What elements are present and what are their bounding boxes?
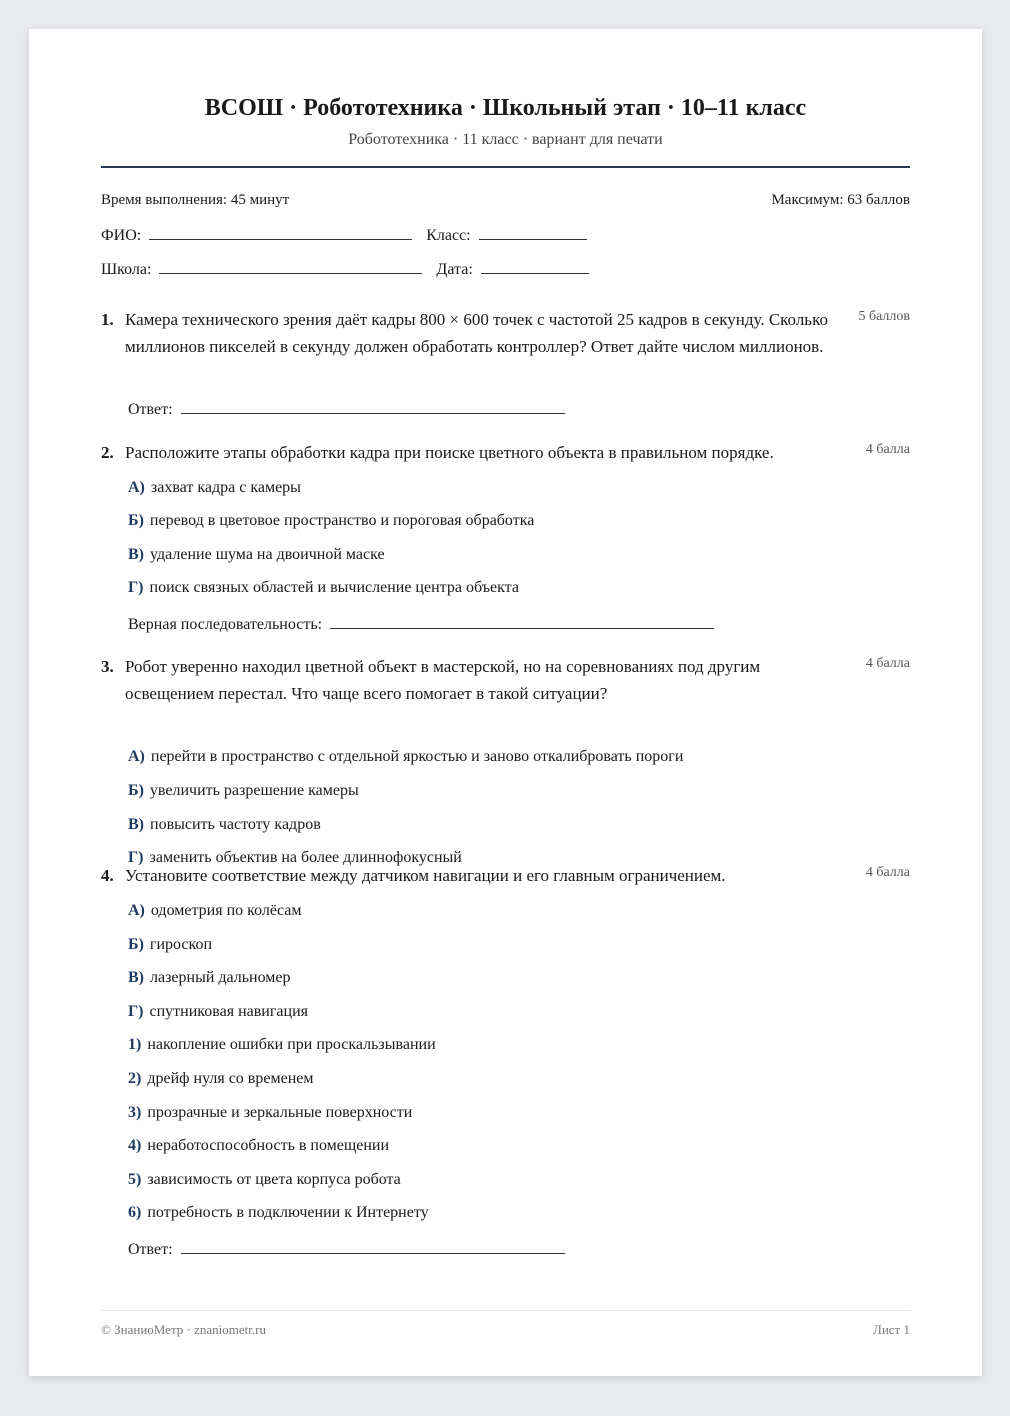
option-text: перевод в цветовое пространство и пороговая обработка	[149, 512, 535, 529]
footer-divider	[101, 1310, 910, 1311]
option-c	[128, 546, 385, 564]
question-points: 4 балла	[865, 442, 910, 457]
option-text: гироскоп	[149, 936, 213, 953]
option-d	[128, 579, 519, 597]
option-text: поиск связных областей и вычисление центра объекта	[149, 579, 519, 596]
match-number: 4)	[128, 1137, 142, 1154]
option-d	[128, 1003, 308, 1021]
question-points: 4 балла	[865, 865, 910, 880]
match-6	[128, 1204, 429, 1222]
option-letter: Г)	[128, 1003, 144, 1020]
time-limit: Время выполнения: 45 минут	[101, 192, 290, 208]
fio-blank[interactable]	[149, 225, 412, 240]
question-text: Расположите этапы обработки кадра при поиске цветного объекта в правильном порядке.	[125, 443, 774, 462]
answer-label: Ответ:	[128, 1241, 173, 1258]
option-a	[128, 479, 301, 497]
option-letter: В)	[128, 816, 144, 833]
option-text: удаление шума на двоичной маске	[150, 546, 385, 563]
question-points: 5 баллов	[858, 309, 910, 324]
option-letter: Б)	[128, 782, 144, 799]
match-2	[128, 1070, 313, 1088]
match-5	[128, 1171, 401, 1189]
option-letter: А)	[128, 479, 145, 496]
question-points: 4 балла	[865, 656, 910, 671]
match-number: 3)	[128, 1104, 142, 1121]
option-a	[128, 902, 302, 920]
answer-blank[interactable]	[181, 399, 565, 414]
question-text: Камера технического зрения даёт кадры 800 × 600 точек с частотой 25 кадров в секунду. Сколько миллионов пикселей в секунду должен обработать контроллер? Ответ дайте числом миллионов.	[125, 310, 828, 356]
page-subtitle: Робототехника · 11 класс · вариант для печати	[348, 131, 663, 148]
question-text: Установите соответствие между датчиком навигации и его главным ограничением.	[125, 866, 726, 885]
option-letter: Б)	[128, 936, 144, 953]
class-label: Класс:	[426, 227, 471, 244]
class-blank[interactable]	[479, 225, 587, 240]
match-text: накопление ошибки при проскальзывании	[147, 1036, 436, 1053]
date-label: Дата:	[436, 261, 473, 278]
option-a	[128, 748, 683, 766]
match-3	[128, 1104, 412, 1122]
school-label: Школа:	[101, 261, 152, 278]
option-text: одометрия по колёсам	[150, 902, 302, 919]
match-text: зависимость от цвета корпуса робота	[147, 1171, 401, 1188]
date-blank[interactable]	[481, 259, 589, 274]
option-b	[128, 936, 212, 954]
match-1	[128, 1036, 436, 1054]
max-score: Максимум: 63 баллов	[771, 192, 910, 208]
answer-label: Верная последовательность:	[128, 616, 323, 633]
option-text: повысить частоту кадров	[150, 816, 321, 833]
header-divider	[101, 166, 910, 168]
option-letter: А)	[128, 902, 145, 919]
school-date-row	[101, 259, 589, 279]
footer-page-number: Лист 1	[873, 1322, 910, 1337]
option-c	[128, 816, 321, 834]
option-text: перейти в пространство с отдельной яркостью и заново откалибровать пороги	[150, 748, 684, 765]
option-letter: Б)	[128, 512, 144, 529]
match-4	[128, 1137, 389, 1155]
page-title: ВСОШ · Робототехника · Школьный этап · 10–11 класс	[204, 95, 807, 121]
answer-blank[interactable]	[181, 1239, 565, 1254]
question-number: 2.	[101, 443, 114, 462]
worksheet-page	[29, 29, 982, 1376]
fio-label: ФИО:	[101, 227, 142, 244]
match-number: 6)	[128, 1204, 142, 1221]
question-text: Робот уверенно находил цветной объект в мастерской, но на соревнованиях под другим освещением перестал. Что чаще всего помогает в такой ситуации?	[125, 657, 761, 703]
answer-label: Ответ:	[128, 401, 173, 418]
option-letter: А)	[128, 748, 145, 765]
option-letter: В)	[128, 969, 144, 986]
footer-copyright: © ЗнаниоМетр · znaniometr.ru	[101, 1322, 266, 1337]
answer-row	[128, 399, 565, 419]
match-text: потребность в подключении к Интернету	[147, 1204, 429, 1221]
option-text: заменить объектив на более длиннофокусный	[149, 849, 462, 866]
match-text: дрейф нуля со временем	[147, 1070, 314, 1087]
question-number: 1.	[101, 310, 114, 329]
option-letter: Г)	[128, 849, 144, 866]
option-letter: Г)	[128, 579, 144, 596]
option-text: спутниковая навигация	[149, 1003, 308, 1020]
match-number: 2)	[128, 1070, 142, 1087]
option-c	[128, 969, 291, 987]
option-text: захват кадра с камеры	[150, 479, 301, 496]
question-number: 4.	[101, 866, 114, 885]
option-b	[128, 782, 359, 800]
question-number: 3.	[101, 657, 114, 676]
option-letter: В)	[128, 546, 144, 563]
match-number: 5)	[128, 1171, 142, 1188]
fio-class-row	[101, 225, 587, 245]
option-text: лазерный дальномер	[150, 969, 291, 986]
match-text: неработоспособность в помещении	[147, 1137, 390, 1154]
match-text: прозрачные и зеркальные поверхности	[147, 1104, 413, 1121]
answer-row	[128, 1239, 565, 1259]
option-text: увеличить разрешение камеры	[149, 782, 359, 799]
match-number: 1)	[128, 1036, 142, 1053]
answer-blank[interactable]	[330, 614, 714, 629]
option-b	[128, 512, 534, 530]
school-blank[interactable]	[159, 259, 422, 274]
answer-row	[128, 614, 714, 634]
